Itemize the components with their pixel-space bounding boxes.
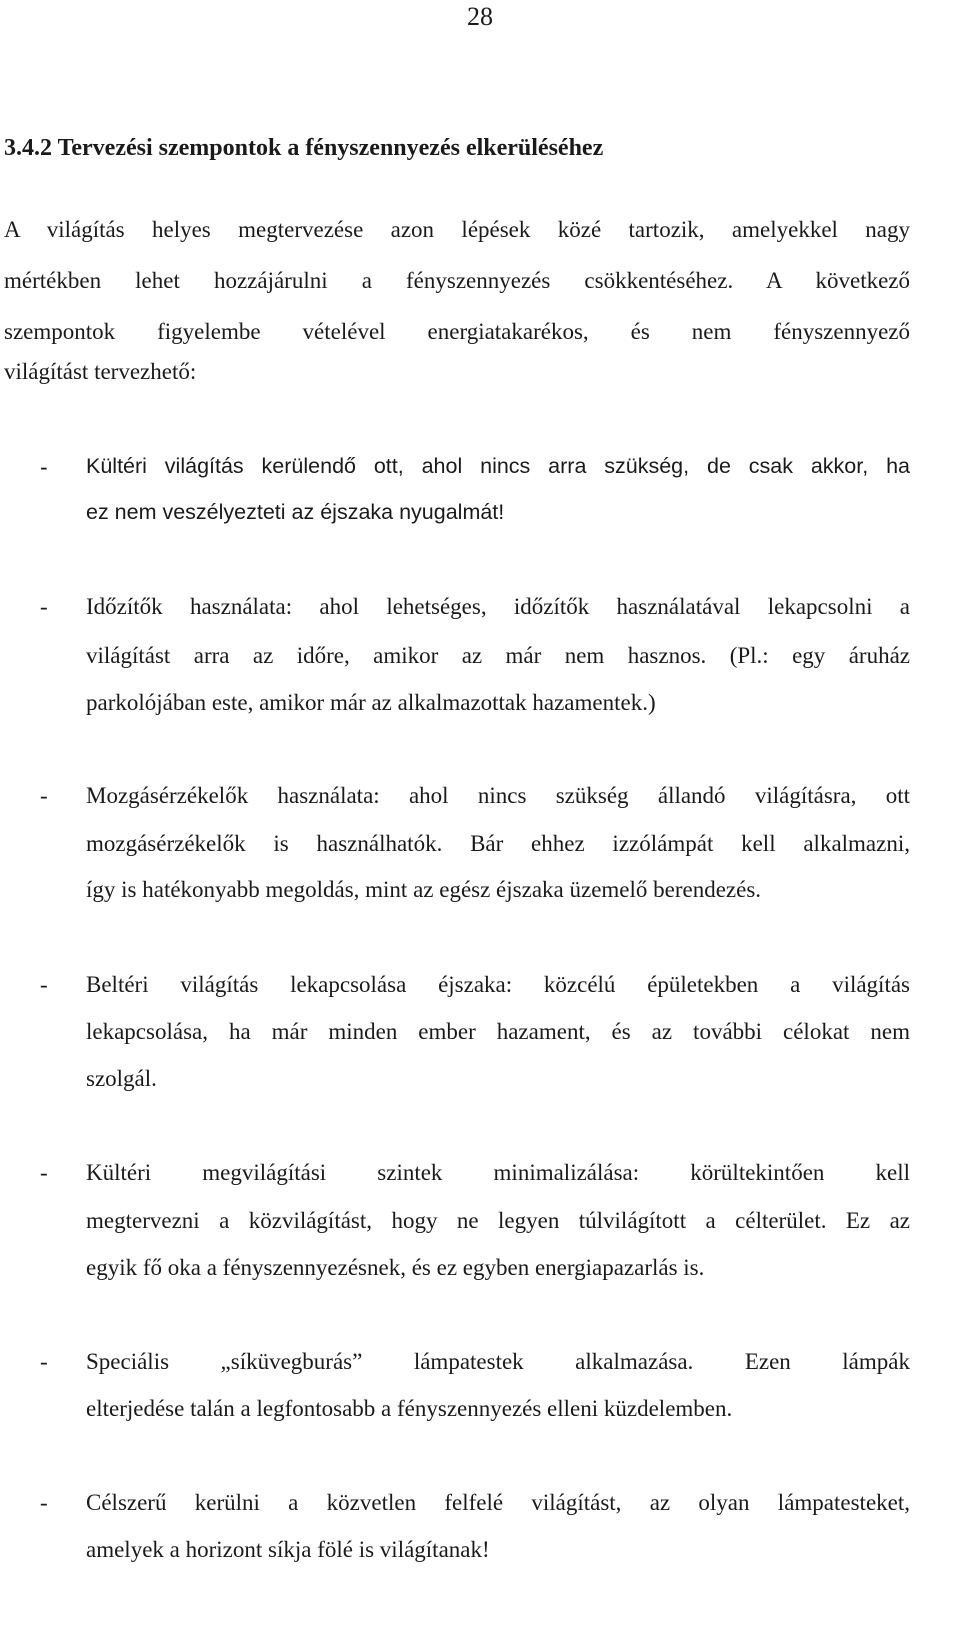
intro-line: világítást tervezhető: bbox=[4, 359, 197, 384]
bullet-line: szolgál. bbox=[86, 1066, 157, 1091]
bullet-marker: - bbox=[40, 972, 48, 997]
bullet-line: parkolójában este, amikor már az alkalmazottak hazamentek.) bbox=[86, 690, 656, 715]
bullet-line: Beltéri világítás lekapcsolása éjszaka: közcélú épületekben a világítás bbox=[86, 972, 910, 997]
bullet-line: ez nem veszélyezteti az éjszaka nyugalmát! bbox=[86, 500, 505, 524]
bullet-marker: - bbox=[40, 594, 48, 619]
bullet-marker: - bbox=[40, 1349, 48, 1374]
intro-line: mértékben lehet hozzájárulni a fényszennyezés csökkentéséhez. A következő bbox=[4, 268, 910, 293]
bullet-line: amelyek a horizont síkja fölé is világítanak! bbox=[86, 1537, 490, 1562]
bullet-line: egyik fő oka a fényszennyezésnek, és ez egyben energiapazarlás is. bbox=[86, 1255, 705, 1280]
intro-line: A világítás helyes megtervezése azon lépések közé tartozik, amelyekkel nagy bbox=[4, 217, 910, 242]
bullet-marker: - bbox=[40, 454, 48, 480]
bullet-line: elterjedése talán a legfontosabb a fényszennyezés elleni küzdelemben. bbox=[86, 1396, 733, 1421]
page-number: 28 bbox=[467, 2, 493, 31]
bullet-line: Speciális „síküvegburás” lámpatestek alkalmazása. Ezen lámpák bbox=[86, 1349, 910, 1374]
bullet-line: Kültéri világítás kerülendő ott, ahol nincs arra szükség, de csak akkor, ha bbox=[86, 454, 910, 478]
bullet-line: így is hatékonyabb megoldás, mint az egész éjszaka üzemelő berendezés. bbox=[86, 877, 762, 902]
bullet-line: lekapcsolása, ha már minden ember hazament, és az további célokat nem bbox=[86, 1019, 910, 1044]
bullet-line: világítást arra az időre, amikor az már nem hasznos. (Pl.: egy áruház bbox=[86, 643, 910, 668]
bullet-line: Kültéri megvilágítási szintek minimalizálása: körültekintően kell bbox=[86, 1160, 910, 1185]
bullet-marker: - bbox=[40, 783, 48, 808]
intro-line: szempontok figyelembe vételével energiatakarékos, és nem fényszennyező bbox=[4, 319, 910, 344]
bullet-line: Mozgásérzékelők használata: ahol nincs szükség állandó világításra, ott bbox=[86, 783, 910, 808]
bullet-line: Időzítők használata: ahol lehetséges, időzítők használatával lekapcsolni a bbox=[86, 594, 910, 619]
bullet-marker: - bbox=[40, 1160, 48, 1185]
bullet-marker: - bbox=[40, 1490, 48, 1515]
bullet-line: mozgásérzékelők is használhatók. Bár ehhez izzólámpát kell alkalmazni, bbox=[86, 831, 910, 856]
bullet-line: megtervezni a közvilágítást, hogy ne legyen túlvilágított a célterület. Ez az bbox=[86, 1208, 910, 1233]
bullet-line: Célszerű kerülni a közvetlen felfelé világítást, az olyan lámpatesteket, bbox=[86, 1490, 910, 1515]
section-heading: 3.4.2 Tervezési szempontok a fényszennyezés elkerüléséhez bbox=[4, 135, 604, 161]
